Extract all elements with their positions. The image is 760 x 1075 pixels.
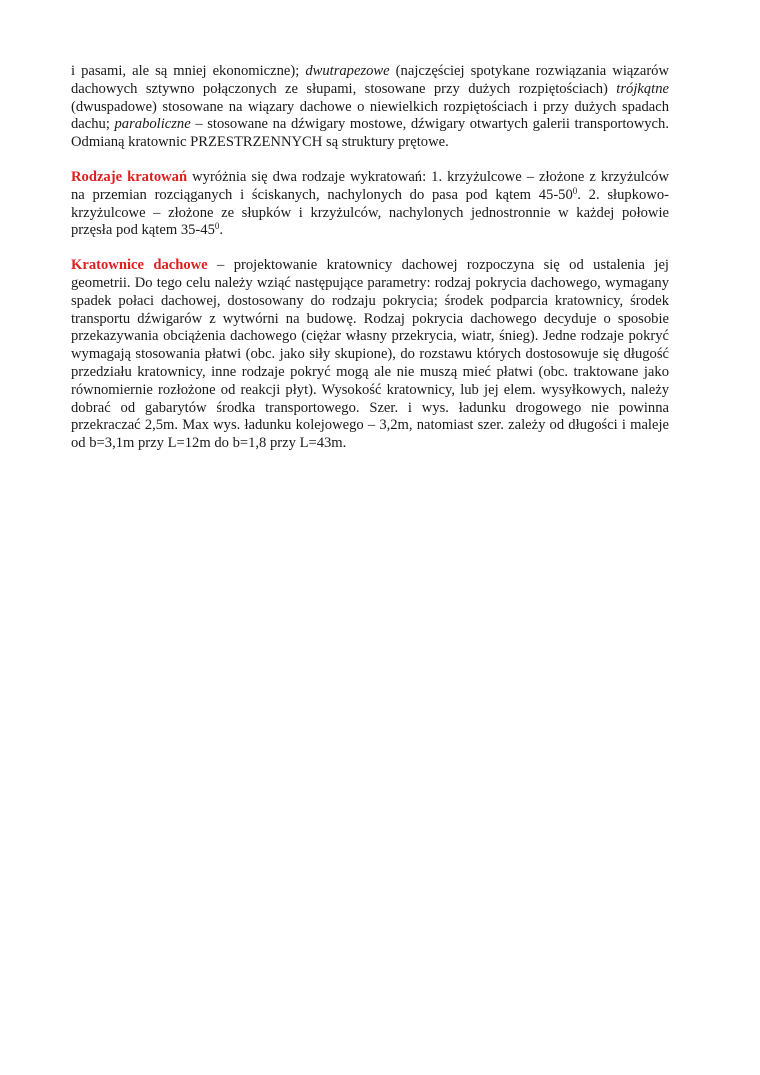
text-segment: . — [219, 222, 224, 239]
text-segment: – stosowane na dźwigary mostowe, dźwigary otwartych galerii transportowych. Odmianą kratownic PRZESTRZENNYCH są struktury prętowe. — [71, 116, 669, 151]
paragraph-rodzaje-kratowan — [71, 169, 669, 240]
text-segment: – projektowanie kratownicy dachowej rozpoczyna się od ustalenia jej geometrii. Do tego celu należy wziąć następujące parametry: rodzaj pokrycia dachowego, wymagany spadek połaci dachowej, dostosowany do rodzaju pokrycia; środek podparcia kratownicy, środek transportu dźwigarów z wytwórni na budowę. Rodzaj pokrycia dachowego decyduje o sposobie przekazywania obciążenia dachowego (ciężar własny przekrycia, wiatr, śnieg). Jedne rodzaje pokryć wymagają stosowania płatwi (obc. jako siły skupione), do rozstawu których dostosowuje się długość przedziału kratownicy, inne rodzaje pokryć mogą ale nie muszą mieć płatwi (obc. traktowane jako równomiernie rozłożone od reakcji płyt). Wysokość kratownicy, lub jej elem. wysyłkowych, należy dobrać od gabarytów środka transportowego. Szer. i wys. ładunku drogowego nie powinna przekraczać 2,5m. Max wys. ładunku kolejowego – 3,2m, natomiast szer. zależy od długości i maleje od b=3,1m przy L=12m do b=1,8 przy L=43m. — [71, 257, 669, 452]
text-segment: (dwuspadowe) stosowane na wiązary dachowe o niewielkich rozpiętościach i przy dużych spadach dachu; — [71, 98, 669, 133]
superscript-degree: 0 — [572, 185, 578, 196]
text-segment: wyróżnia się dwa rodzaje wykratowań: 1. krzyżulcowe – złożone z krzyżulców na przemian rozciąganych i ściskanych, nachylonych do pasa pod kątem 45-50 — [71, 168, 669, 203]
text-segment: (najczęściej spotykane rozwiązania wiązarów dachowych sztywno połączonych ze słupami, stosowane przy dużych rozpiętościach) — [71, 63, 670, 97]
heading-rodzaje-kratowan: Rodzaje kratowań — [71, 168, 188, 185]
superscript-degree: 0 — [214, 221, 220, 232]
heading-kratownice-dachowe: Kratownice dachowe — [71, 257, 208, 274]
term-paraboliczne: paraboliczne — [114, 116, 191, 133]
text-segment: . 2. słupkowo-krzyżulcowe – złożone ze słupków i krzyżulców, nachylonych jednostronnie w każdej połowie przęsła pod kątem 35-45 — [71, 186, 669, 239]
document-body — [71, 63, 669, 470]
term-dwutrapezowe: dwutrapezowe — [305, 63, 390, 79]
term-trojkatne: trójkątne — [616, 80, 669, 97]
paragraph-truss-shapes — [71, 63, 669, 152]
text-segment: i pasami, ale są mniej ekonomiczne); — [71, 63, 306, 79]
paragraph-kratownice-dachowe — [71, 257, 669, 453]
